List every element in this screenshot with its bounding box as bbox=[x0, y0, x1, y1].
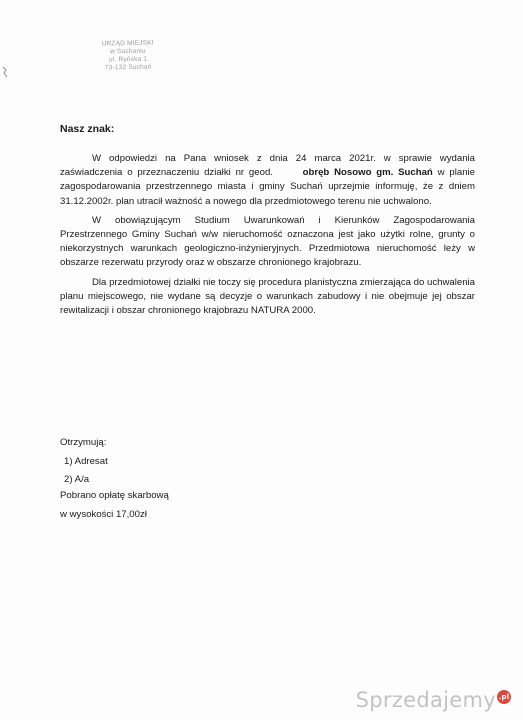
watermark-text: Sprzedajemy bbox=[355, 688, 496, 712]
recipient-item: 1) Adresat bbox=[64, 455, 108, 467]
paragraph-1-part2: w planie zagospodarowania przestrzennego miasta i gminy Suchań uprzejmie informuję, że z dniem 31.12.2002r. plan utracił ważność a nowego dla przedmiotowego terenu nie uchwalono. bbox=[60, 167, 476, 207]
paragraph-1-part1: W odpowiedzi na Pana wniosek z dnia 24 marca 2021r. w sprawie wydania zaświadczenia o przeznaczeniu działki nr geod. bbox=[60, 153, 475, 179]
watermark-badge: .pl bbox=[497, 690, 511, 704]
recipients-block bbox=[60, 434, 108, 490]
reference-label: Nasz znak: bbox=[60, 123, 115, 135]
recipients-label: Otrzymują: bbox=[60, 437, 107, 448]
paragraph-1 bbox=[60, 152, 475, 209]
stamp-line: 73-132 Suchań bbox=[104, 63, 152, 72]
fee-line: w wysokości 17,00zł bbox=[60, 509, 147, 520]
paragraph-3: Dla przedmiotowej działki nie toczy się procedura planistyczna zmierzająca do uchwalenia planu miejscowego, nie wydane są decyzje o warunkach zabudowy i nie obejmuje jej obszar rewitalizacji i obszar chronionego krajobrazu NATURA 2000. bbox=[60, 276, 475, 317]
paragraph-2: W obowiązującym Studium Uwarunkowań i Kierunków Zagospodarowania Przestrzennego Gminy Suchań w/w nieruchomość oznaczona jest jako użytki rolne, grunty o niekorzystnych warunkach geologiczno-inżynieryjnych. Przedmiotowa nieruchomość leży w obszarze rezerwatu przyrody oraz w obszarze chronionego krajobrazu. bbox=[60, 214, 475, 269]
fee-line: Pobrano opłatę skarbową bbox=[60, 490, 169, 501]
margin-mark-icon bbox=[2, 66, 8, 78]
stamp-line: URZĄD MIEJSKI bbox=[101, 39, 154, 48]
watermark bbox=[356, 688, 511, 712]
letter-body bbox=[60, 152, 475, 323]
paragraph-1-bold: obręb Nosowo gm. Suchań bbox=[302, 167, 433, 179]
stamp-line: w Suchaniu bbox=[110, 47, 146, 56]
office-stamp bbox=[88, 39, 169, 72]
stamp-line: ul. Ryńska 1 bbox=[108, 55, 148, 64]
fee-block bbox=[60, 486, 169, 524]
recipient-item: 2) A/a bbox=[64, 474, 90, 485]
